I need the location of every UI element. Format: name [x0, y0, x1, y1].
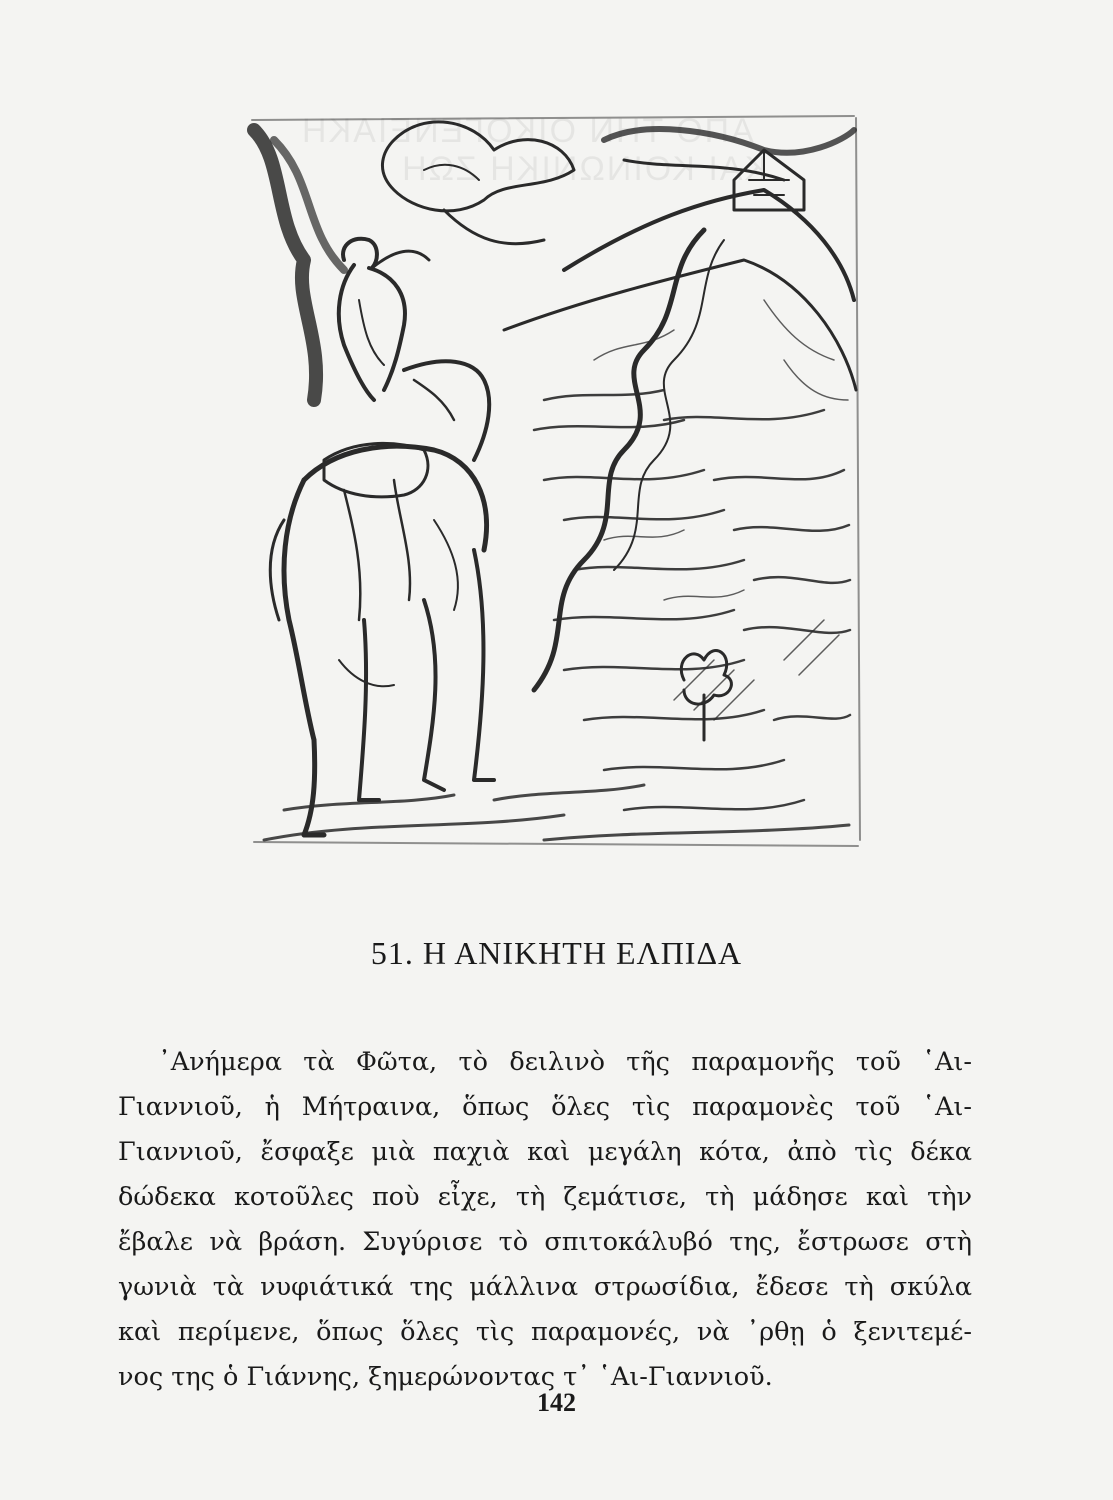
text-line: ᾿Ανήμερα τὰ Φῶτα, τὸ δειλινὸ τῆς παραμονῆς τοῦ ῾Αι-	[158, 1047, 972, 1077]
chapter-title: 51. Η ΑΝΙΚΗΤΗ ΕΛΠΙΔΑ	[370, 935, 743, 971]
page-number: 142	[537, 1388, 576, 1417]
show-through-text: ΚΑΙ ΚΟΙΝΩΝΙΚΗ ΖΩΗ	[400, 150, 768, 188]
text-line: δώδεκα κοτοῦλες ποὺ εἶχε, τὴ ζεμάτισε, τὴ μάδησε καὶ τὴν	[118, 1182, 972, 1212]
rider-on-mountain-path-drawing	[244, 100, 866, 852]
text-line: Γιαννιοῦ, ἡ Μήτραινα, ὅπως ὅλες τὶς παραμονὲς τοῦ ῾Αι-	[118, 1092, 972, 1122]
text-line: γωνιὰ τὰ νυφιάτικά της μάλλινα στρωσίδια, ἔδεσε τὴ σκύλα	[118, 1272, 972, 1302]
text-line: ἔβαλε νὰ βράση. Συγύρισε τὸ σπιτοκάλυβό της, ἔστρωσε στὴ	[118, 1227, 972, 1257]
woodcut-illustration	[244, 100, 866, 852]
text-line: νος της ὁ Γιάννης, ξημερώνοντας τ᾿ ῾Αι-Γιαννιοῦ.	[118, 1362, 773, 1392]
text-line: Γιαννιοῦ, ἔσφαξε μιὰ παχιὰ καὶ μεγάλη κότα, ἀπὸ τὶς δέκα	[118, 1137, 972, 1167]
body-paragraph	[118, 1040, 972, 1400]
show-through-text: ΑΠΟ ΤΗΝ ΟΙΚΟΓΕΝΕΙΑΚΗ	[300, 112, 754, 150]
text-line: καὶ περίμενε, ὅπως ὅλες τὶς παραμονές, νὰ ᾿ρθῃ ὁ ξενιτεμέ-	[118, 1317, 972, 1347]
